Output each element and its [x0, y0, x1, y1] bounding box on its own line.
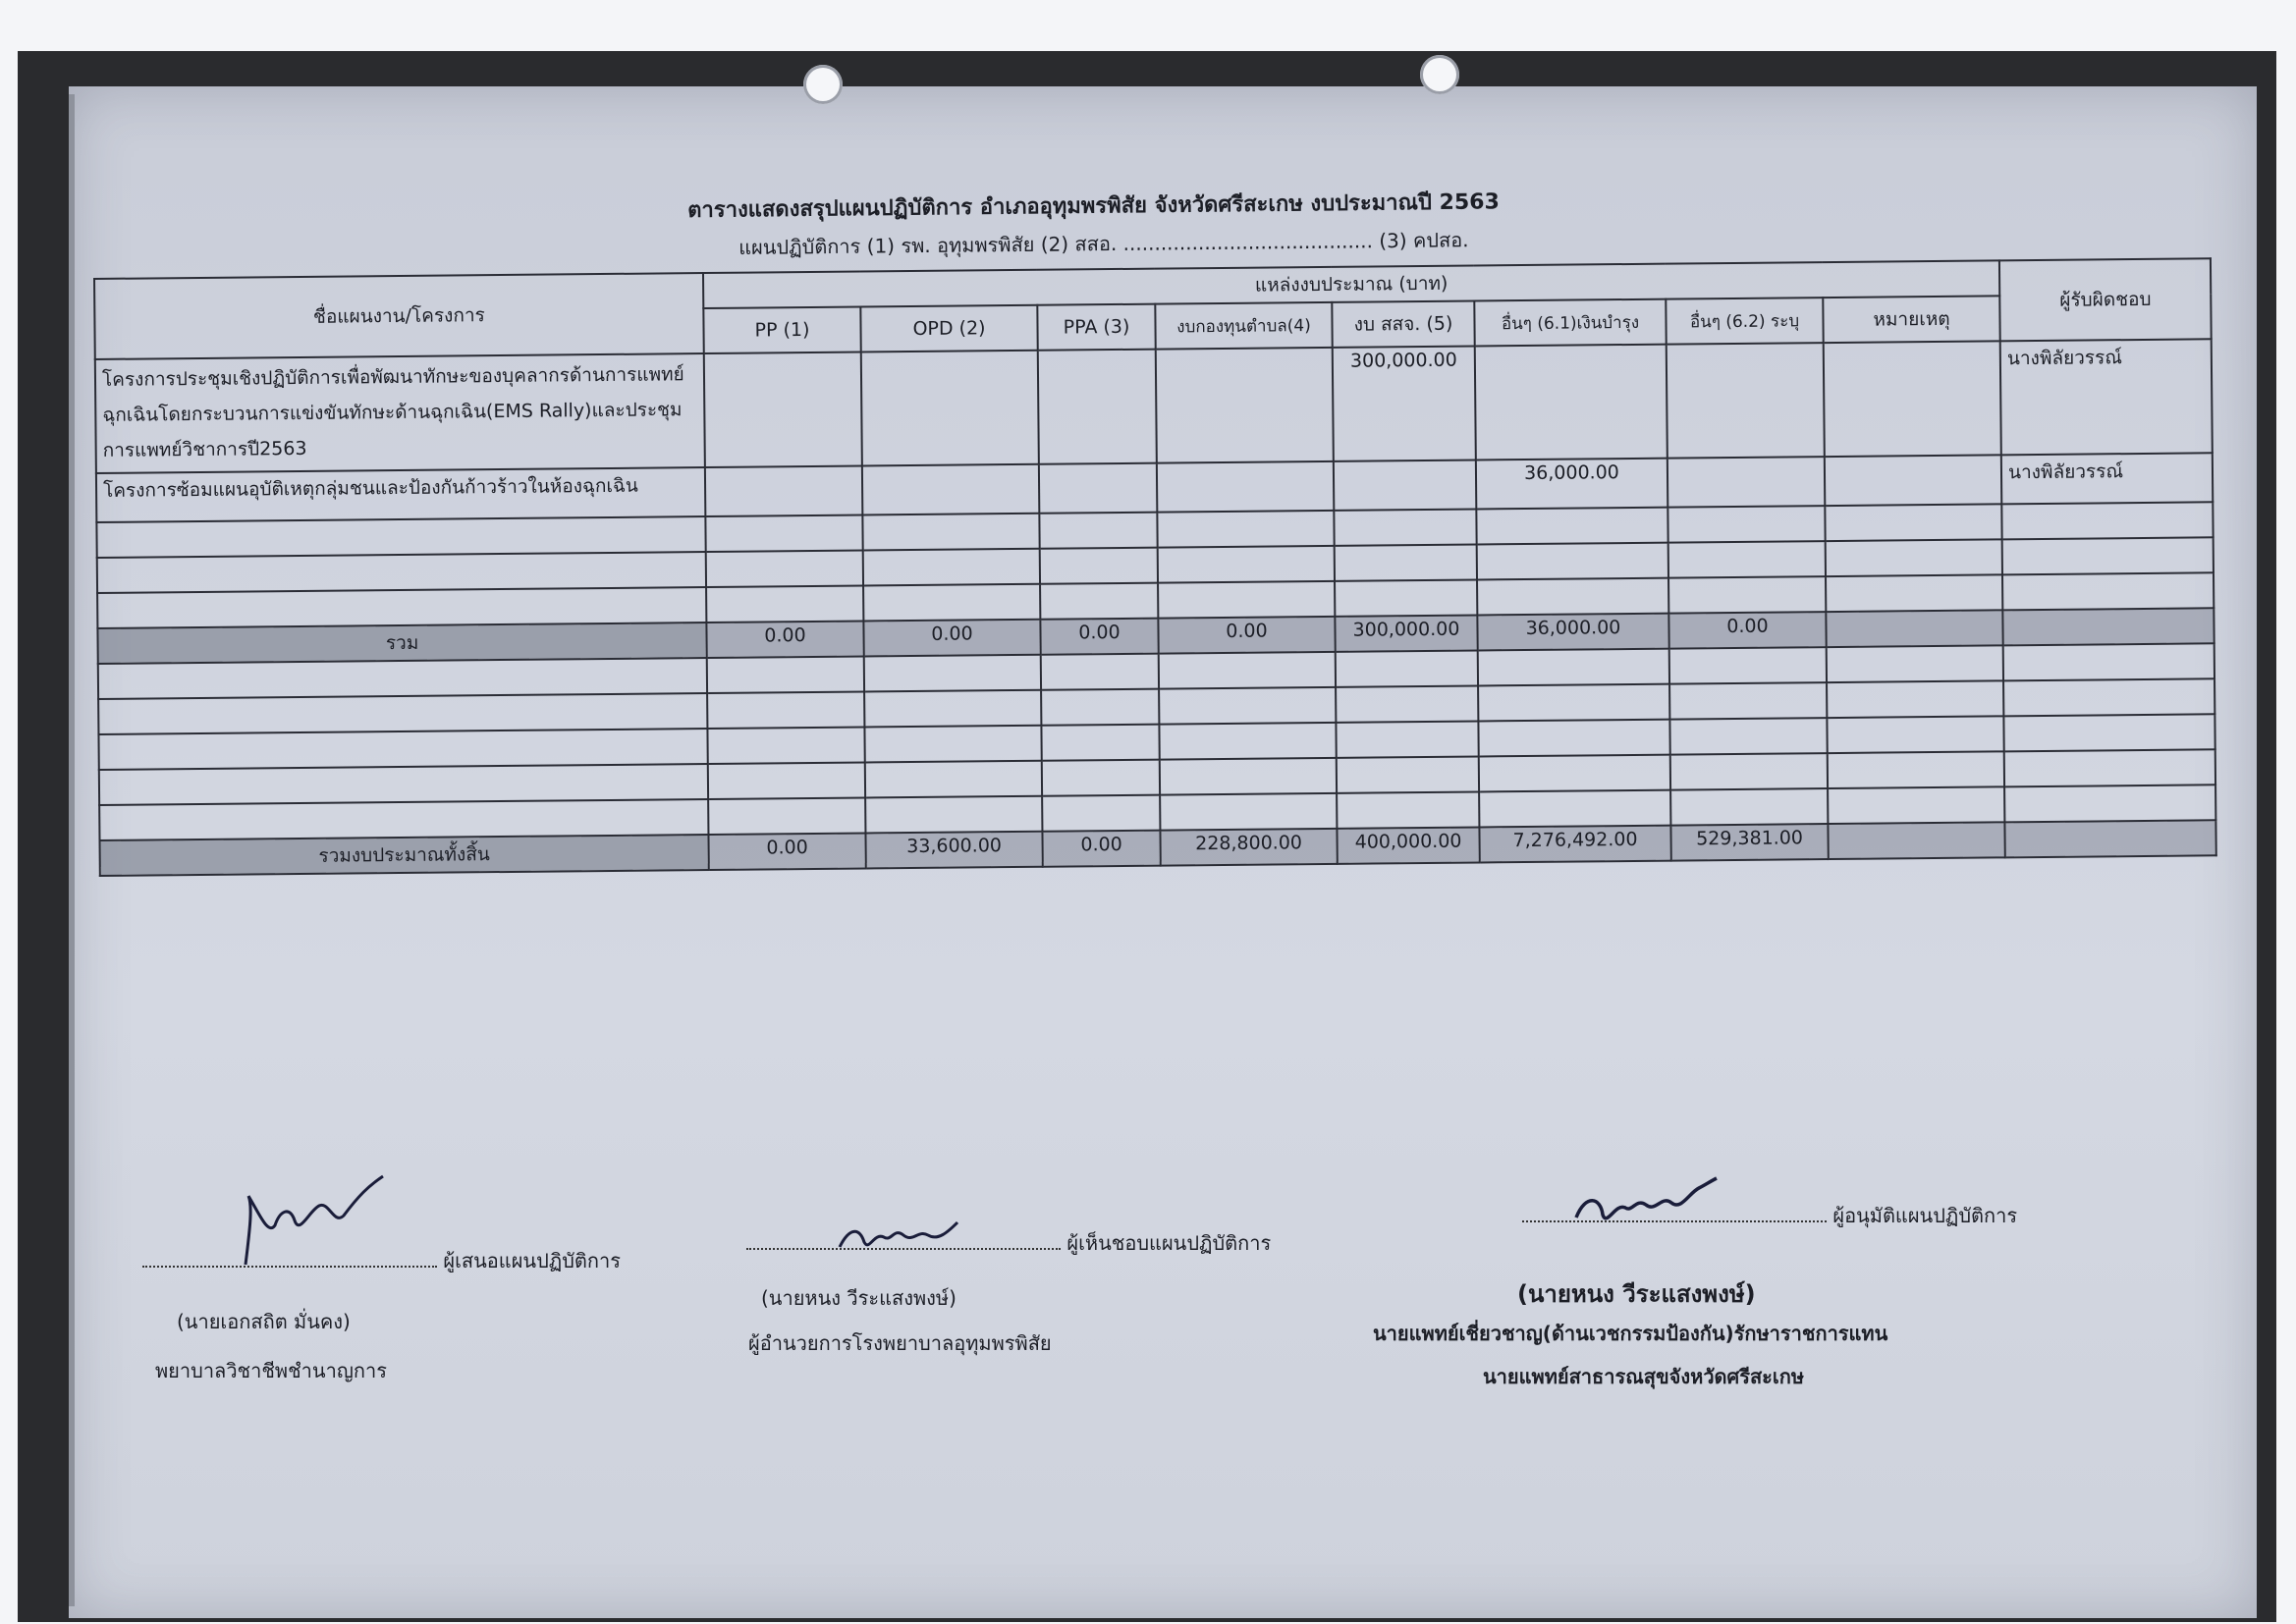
col-header-provincial: งบ สสจ. (5) — [1332, 301, 1474, 348]
grand-total-value: 228,800.00 — [1160, 829, 1337, 866]
proposer-position: พยาบาลวิชาชีพชำนาญการ — [155, 1359, 387, 1382]
hospital-approver-role: ผู้เห็นชอบแผนปฏิบัติการ — [1066, 1231, 1272, 1255]
value-cell — [1824, 341, 2001, 457]
page-edge — [69, 94, 75, 1606]
value-cell — [1825, 455, 2002, 506]
provincial-approver-name: (นายหนง วีระแสงพงษ์) — [1517, 1280, 1756, 1308]
proposer-role: ผู้เสนอแผนปฏิบัติการ — [443, 1249, 621, 1272]
col-header-remarks: หมายเหตุ — [1823, 296, 2000, 343]
value-cell: 300,000.00 — [1333, 346, 1476, 460]
owner-cell: นางพิลัยวรรณ์ — [2001, 453, 2213, 504]
hospital-approver-position: ผู้อำนวยการโรงพยาบาลอุทุมพรพิสัย — [748, 1331, 1052, 1355]
proposer-name: (นายเอกสถิต มั่นคง) — [177, 1310, 351, 1333]
table-row — [95, 339, 2213, 473]
grand-total-value: 400,000.00 — [1337, 827, 1479, 863]
project-name: โครงการประชุมเชิงปฏิบัติการเพื่อพัฒนาทักษะของบุคลากรด้านการแพทย์ฉุกเฉินโดยกระบวนการแข่งขันทักษะด้านฉุกเฉิน(EMS Rally)และประชุมการแพทย์วิชาการปี2563 — [95, 353, 705, 473]
punch-hole-left — [803, 65, 843, 104]
col-header-subdistrict-fund: งบกองทุนตำบล(4) — [1155, 302, 1332, 350]
subtotal-label: รวม — [97, 623, 706, 664]
col-header-other-maintenance: อื่นๆ (6.1)เงินบำรุง — [1474, 299, 1666, 347]
value-cell — [704, 352, 862, 467]
col-project-header: ชื่อแผนงาน/โครงการ — [94, 273, 704, 359]
col-header-pp: PP (1) — [703, 307, 860, 354]
subtotal-value: 0.00 — [1668, 612, 1826, 649]
grand-total-value — [1828, 822, 2004, 859]
subtotal-value: 0.00 — [706, 621, 863, 658]
subtotal-value: 0.00 — [1158, 617, 1335, 654]
value-cell — [1667, 343, 1825, 459]
grand-total-label: รวมงบประมาณทั้งสิ้น — [100, 835, 709, 876]
col-owner-header: ผู้รับผิดชอบ — [1999, 258, 2212, 341]
hospital-approver-signature-block — [746, 1227, 1271, 1259]
proposer-signature-block — [142, 1245, 621, 1276]
value-cell — [1334, 460, 1476, 510]
col-header-ppa: PPA (3) — [1037, 304, 1155, 351]
value-cell — [1157, 461, 1334, 513]
owner-cell: นางพิลัยวรรณ์ — [2000, 339, 2213, 455]
punch-hole-right — [1420, 55, 1459, 94]
value-cell — [1156, 348, 1334, 463]
value-cell — [1667, 457, 1825, 508]
value-cell — [1038, 350, 1157, 464]
value-cell — [1475, 345, 1667, 460]
col-header-other-specified: อื่นๆ (6.2) ระบุ — [1666, 298, 1823, 345]
grand-total-value: 529,381.00 — [1670, 824, 1828, 861]
value-cell: 36,000.00 — [1476, 459, 1667, 510]
provincial-approver-signature-block — [1522, 1200, 2017, 1231]
grand-total-value: 0.00 — [1042, 831, 1160, 867]
provincial-approver-position-2: นายแพทย์สาธารณสุขจังหวัดศรีสะเกษ — [1483, 1365, 1805, 1388]
budget-summary-table — [93, 257, 2217, 877]
col-header-opd: OPD (2) — [860, 305, 1037, 352]
subtotal-value: 36,000.00 — [1477, 614, 1668, 651]
value-cell — [861, 351, 1039, 466]
grand-total-value: 33,600.00 — [865, 832, 1042, 869]
document-title: ตารางแสดงสรุปแผนปฏิบัติการ อำเภออุทุมพรพิสัย จังหวัดศรีสะเกษ งบประมาณปี 2563 — [687, 189, 1500, 223]
document-subtitle: แผนปฏิบัติการ (1) รพ. อุทุมพรพิสัย (2) สสอ. ........................................ (3) คปสอ. — [738, 228, 1469, 259]
value-cell — [1039, 463, 1157, 514]
project-name: โครงการซ้อมแผนอุบัติเหตุกลุ่มชนและป้องกันก้าวร้าวในห้องฉุกเฉิน — [96, 467, 705, 522]
subtotal-value: 0.00 — [863, 620, 1040, 657]
grand-total-value: 0.00 — [708, 833, 865, 870]
grand-total-value: 7,276,492.00 — [1479, 826, 1670, 863]
col-sources-header: แหล่งงบประมาณ (บาท) — [703, 260, 1999, 308]
hospital-approver-name: (นายหนง วีระแสงพงษ์) — [761, 1286, 957, 1310]
subtotal-value — [1826, 610, 2002, 647]
provincial-approver-role: ผู้อนุมัติแผนปฏิบัติการ — [1832, 1204, 2018, 1227]
provincial-approver-position-1: นายแพทย์เชี่ยวชาญ(ด้านเวชกรรมป้องกัน)รักษาราชการแทน — [1373, 1322, 1888, 1345]
subtotal-value: 300,000.00 — [1335, 615, 1477, 651]
subtotal-value: 0.00 — [1040, 619, 1158, 655]
value-cell — [705, 465, 862, 516]
value-cell — [862, 464, 1039, 515]
